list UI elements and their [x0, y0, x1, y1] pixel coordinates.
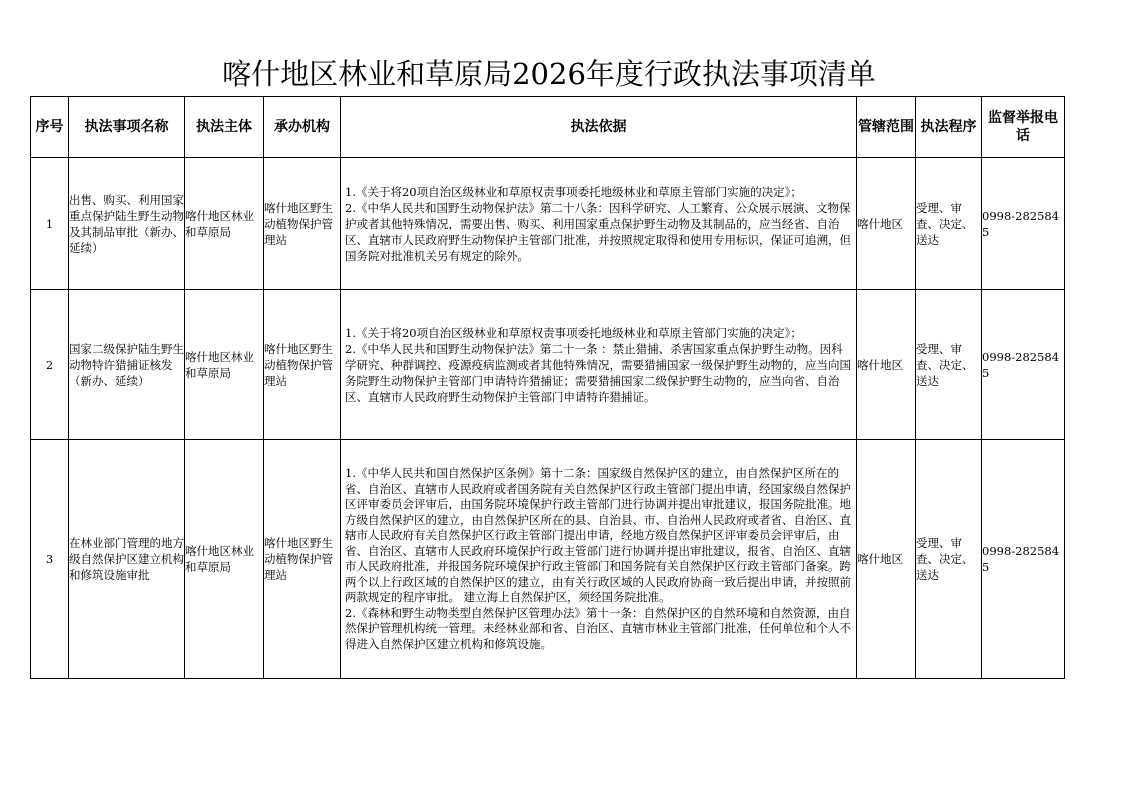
header-agency: 承办机构: [264, 97, 341, 158]
basis-item: 1.《中华人民共和国自然保护区条例》第十二条：国家级自然保护区的建立，由自然保护区所在的省、自治区、直辖市人民政府或者国务院有关自然保护区行政主管部门提出申请，经国家级自然保护区评审委员会评审后，由国务院环境保护行政主管部门进行协调并提出审批建议，报国务院批准。地方级自然保护区的建立，由自然保护区所在的县、自治县、市、自治州人民政府或者省、自治区、直辖市人民政府有关自然保护区行政主管部门提出申请，经地方级自然保护区评审委员会评审后，由省、自治区、直辖市人民政府环境保护行政主管部门进行协调并提出审批建议，报省、自治区、直辖市人民政府批准，并报国务院环境保护行政主管部门和国务院有关自然保护区行政主管部门备案。跨两个以上行政区域的自然保护区的建立，由有关行政区域的人民政府协商一致后提出申请，并按照前两款规定的程序审批。 建立海上自然保护区，须经国务院批准。: [345, 466, 851, 604]
cell-subject: 喀什地区林业和草原局: [185, 440, 264, 679]
header-name: 执法事项名称: [69, 97, 185, 158]
cell-basis: [341, 440, 857, 679]
cell-procedure: 受理、审查、决定、送达: [916, 158, 982, 290]
basis-item: 2.《中华人民共和国野生动物保护法》第二十一条 ：禁止猎捕、杀害国家重点保护野生动物。因科学研究、种群调控、疫源疫病监测或者其他特殊情况，需要猎捕国家一级保护野生动物的，应当向国务院野生动物保护主管部门申请特许猎捕证；需要猎捕国家二级保护野生动物的，应当向省、自治区、直辖市人民政府野生动物保护主管部门申请特许猎捕证。: [345, 341, 851, 404]
cell-scope: 喀什地区: [857, 290, 916, 440]
cell-name: 在林业部门管理的地方级自然保护区建立机构和修筑设施审批: [69, 440, 185, 679]
table-row: [31, 440, 1065, 679]
cell-no: 2: [31, 290, 69, 440]
cell-scope: 喀什地区: [857, 158, 916, 290]
cell-basis: [341, 158, 857, 290]
cell-subject: 喀什地区林业和草原局: [185, 158, 264, 290]
cell-agency: 喀什地区野生动植物保护管理站: [264, 158, 341, 290]
basis-item: 2.《森林和野生动物类型自然保护区管理办法》第十一条：自然保护区的自然环境和自然资源，由自然保护管理机构统一管理。未经林业部和省、自治区、直辖市林业主管部门批准，任何单位和个人不得进入自然保护区建立机构和修筑设施。: [345, 605, 851, 651]
cell-agency: 喀什地区野生动植物保护管理站: [264, 290, 341, 440]
header-procedure: 执法程序: [916, 97, 982, 158]
header-subject: 执法主体: [185, 97, 264, 158]
cell-procedure: 受理、审查、决定、送达: [916, 440, 982, 679]
cell-phone: 0998-2825845: [982, 158, 1065, 290]
table-row: [31, 290, 1065, 440]
cell-subject: 喀什地区林业和草原局: [185, 290, 264, 440]
cell-agency: 喀什地区野生动植物保护管理站: [264, 440, 341, 679]
cell-name: 出售、购买、利用国家重点保护陆生野生动物及其制品审批（新办、延续）: [69, 158, 185, 290]
header-basis: 执法依据: [341, 97, 857, 158]
table-header-row: [31, 97, 1065, 158]
header-no: 序号: [31, 97, 69, 158]
basis-item: 2.《中华人民共和国野生动物保护法》第二十八条：因科学研究、人工繁育、公众展示展演、文物保护或者其他特殊情况，需要出售、购买、利用国家重点保护野生动物及其制品的，应当经省、自治区、直辖市人民政府野生动物保护主管部门批准，并按照规定取得和使用专用标识，保证可追溯，但国务院对批准机关另有规定的除外。: [345, 200, 851, 263]
table-row: [31, 158, 1065, 290]
cell-phone: 0998-2825845: [982, 440, 1065, 679]
cell-phone: 0998-2825845: [982, 290, 1065, 440]
page-title: 喀什地区林业和草原局2026年度行政执法事项清单: [222, 57, 876, 91]
cell-procedure: 受理、审查、决定、送达: [916, 290, 982, 440]
basis-item: 1.《关于将20项自治区级林业和草原权责事项委托地级林业和草原主管部门实施的决定》；: [345, 325, 802, 340]
cell-name: 国家二级保护陆生野生动物特许猎捕证核发（新办、延续）: [69, 290, 185, 440]
cell-scope: 喀什地区: [857, 440, 916, 679]
enforcement-table: [30, 96, 1065, 679]
header-phone: 监督举报电话: [982, 97, 1065, 158]
cell-basis: [341, 290, 857, 440]
cell-no: 1: [31, 158, 69, 290]
cell-no: 3: [31, 440, 69, 679]
basis-item: 1.《关于将20项自治区级林业和草原权责事项委托地级林业和草原主管部门实施的决定》；: [345, 184, 802, 199]
header-scope: 管辖范围: [857, 97, 916, 158]
